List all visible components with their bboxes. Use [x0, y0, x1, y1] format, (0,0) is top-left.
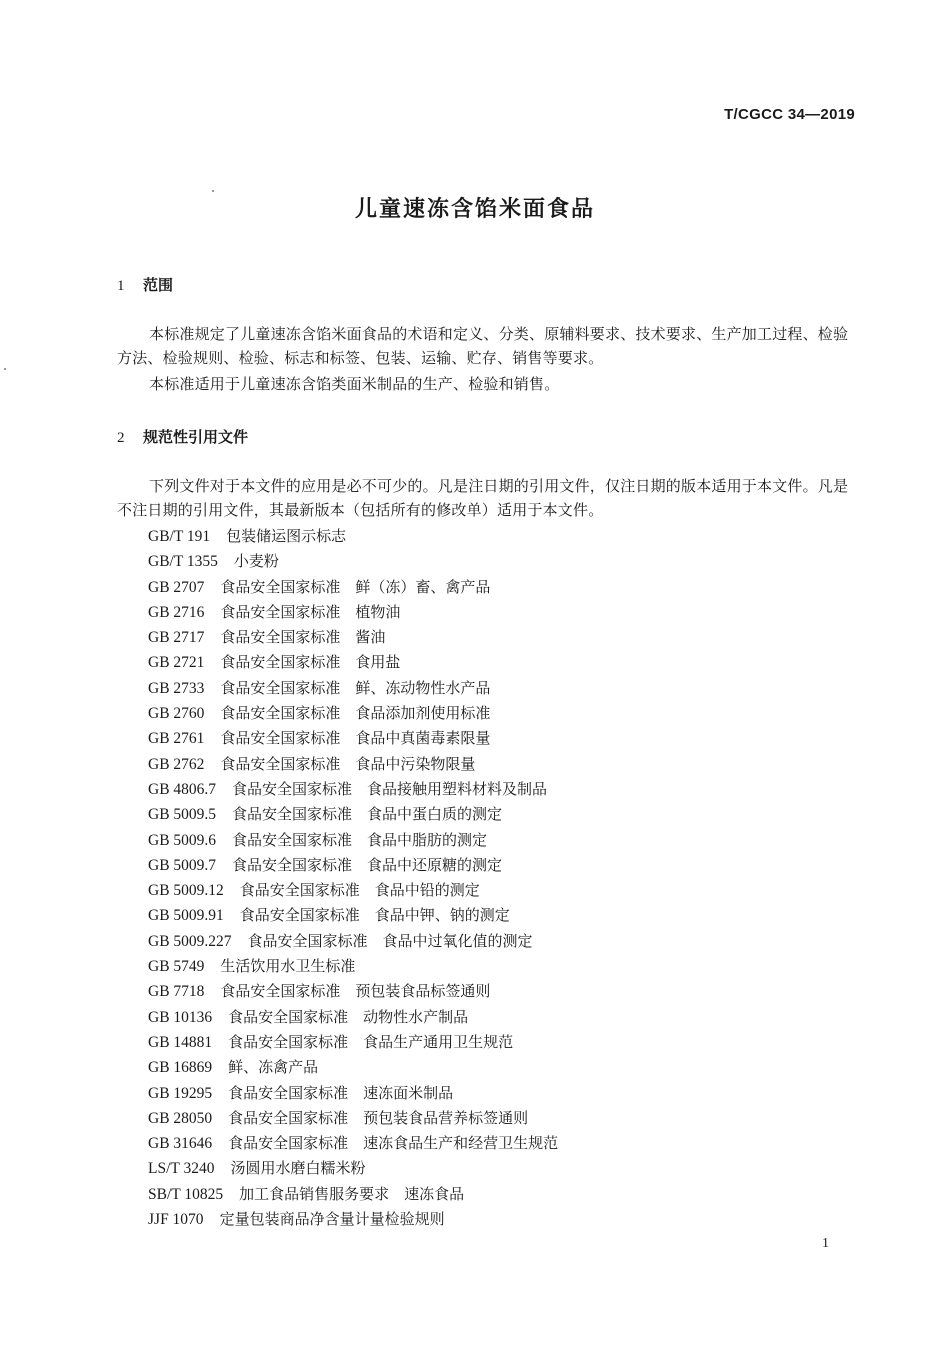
reference-item	[148, 701, 558, 726]
section-title: 规范性引用文件	[143, 428, 249, 446]
reference-item	[148, 676, 558, 701]
reference-title: 食品安全国家标准 食品中过氧化值的测定	[247, 931, 533, 950]
reference-title: 食品安全国家标准 食品中真菌毒素限量	[220, 729, 491, 748]
reference-code: GB 5749	[148, 958, 205, 976]
reference-title: 食品安全国家标准 鲜、冻动物性水产品	[220, 678, 491, 697]
standard-code: T/CGCC 34—2019	[724, 106, 855, 123]
reference-item	[148, 650, 558, 675]
reference-code: GB 5009.6	[148, 831, 217, 849]
reference-item	[148, 1106, 558, 1131]
reference-item	[148, 828, 558, 853]
reference-code: GB 2721	[148, 654, 205, 672]
reference-title: 食品安全国家标准 速冻食品生产和经营卫生规范	[228, 1134, 559, 1153]
reference-code: GB 2760	[148, 705, 205, 723]
reference-item	[148, 954, 558, 979]
reference-title: 食品安全国家标准 食品接触用塑料材料及制品	[232, 779, 548, 798]
reference-title: 包装储运图示标志	[226, 527, 347, 545]
reference-item	[148, 549, 558, 574]
reference-code: GB 5009.5	[148, 806, 217, 824]
reference-code: GB 5009.227	[148, 932, 232, 950]
reference-title: 食品安全国家标准 植物油	[220, 602, 401, 621]
reference-code: GB 5009.7	[148, 856, 217, 874]
reference-title: 食品安全国家标准 酱油	[220, 628, 386, 647]
reference-code: GB 19295	[148, 1084, 213, 1102]
reference-title: 食品安全国家标准 食品生产通用卫生规范	[228, 1032, 514, 1051]
reference-item	[148, 1131, 558, 1156]
reference-item	[148, 1156, 558, 1181]
reference-code: GB 2762	[148, 755, 205, 773]
references-intro-paragraph: 下列文件对于本文件的应用是必不可少的。凡是注日期的引用文件，仅注日期的版本适用于本文件。凡是不注日期的引用文件，其最新版本（包括所有的修改单）适用于本文件。	[117, 477, 849, 519]
reference-code: GB 31646	[148, 1135, 213, 1153]
reference-title: 食品安全国家标准 动物性水产制品	[228, 1007, 469, 1026]
reference-item	[148, 929, 558, 954]
reference-code: GB 4806.7	[148, 780, 217, 798]
reference-code: GB 14881	[148, 1033, 213, 1051]
reference-item	[148, 979, 558, 1004]
reference-code: GB 5009.91	[148, 907, 224, 925]
reference-title: 食品安全国家标准 食品添加剂使用标准	[220, 704, 491, 723]
reference-code: GB 2761	[148, 730, 205, 748]
reference-item	[148, 1030, 558, 1055]
reference-title: 食品安全国家标准 食品中铅的测定	[239, 881, 480, 900]
page-number: 1	[822, 1236, 829, 1251]
reference-item	[148, 1081, 558, 1106]
reference-title: 食品安全国家标准 食品中污染物限量	[220, 754, 476, 773]
reference-title: 食品安全国家标准 食用盐	[220, 653, 401, 672]
reference-item	[148, 1005, 558, 1030]
section-heading-references	[117, 426, 248, 447]
scope-applicability-paragraph: 本标准适用于儿童速冻含馅类面米制品的生产、检验和销售。	[149, 375, 560, 393]
reference-code: LS/T 3240	[148, 1160, 215, 1178]
reference-item	[148, 903, 558, 928]
reference-item	[148, 524, 558, 549]
scan-speck	[4, 368, 6, 370]
reference-title: 食品安全国家标准 食品中钾、钠的测定	[239, 906, 510, 925]
reference-title: 食品安全国家标准 鲜（冻）畜、禽产品	[220, 577, 491, 596]
section-heading-scope	[117, 274, 173, 295]
reference-code: GB/T 191	[148, 528, 211, 545]
reference-title: 鲜、冻禽产品	[228, 1058, 319, 1077]
reference-list	[148, 524, 558, 1232]
reference-item	[148, 1182, 558, 1207]
reference-title: 定量包装商品净含量计量检验规则	[219, 1210, 445, 1229]
reference-code: GB 28050	[148, 1109, 213, 1127]
reference-title: 加工食品销售服务要求 速冻食品	[239, 1184, 465, 1203]
reference-code: GB 5009.12	[148, 882, 224, 900]
reference-item	[148, 777, 558, 802]
reference-title: 汤圆用水磨白糯米粉	[230, 1159, 366, 1178]
reference-title: 生活饮用水卫生标准	[220, 957, 356, 976]
reference-code: GB 2707	[148, 578, 205, 596]
reference-item	[148, 575, 558, 600]
reference-item	[148, 853, 558, 878]
reference-title: 食品安全国家标准 食品中脂肪的测定	[232, 830, 488, 849]
reference-item	[148, 726, 558, 751]
reference-code: GB 16869	[148, 1059, 213, 1077]
reference-item	[148, 752, 558, 777]
reference-item	[148, 600, 558, 625]
reference-item	[148, 1055, 558, 1080]
reference-code: GB 2733	[148, 679, 205, 697]
section-number: 1	[117, 278, 125, 294]
reference-item	[148, 1207, 558, 1232]
reference-title: 食品安全国家标准 预包装食品营养标签通则	[228, 1108, 529, 1127]
reference-item	[148, 625, 558, 650]
reference-title: 小麦粉	[233, 552, 279, 571]
section-title: 范围	[143, 276, 174, 294]
reference-code: JJF 1070	[148, 1211, 204, 1229]
reference-code: SB/T 10825	[148, 1185, 224, 1203]
reference-code: GB 10136	[148, 1008, 213, 1026]
reference-title: 食品安全国家标准 预包装食品标签通则	[220, 982, 491, 1001]
scope-paragraph: 本标准规定了儿童速冻含馅米面食品的术语和定义、分类、原辅料要求、技术要求、生产加工过程、检验方法、检验规则、检验、标志和标签、包装、运输、贮存、销售等要求。	[117, 325, 849, 367]
reference-title: 食品安全国家标准 食品中还原糖的测定	[232, 855, 503, 874]
reference-code: GB 2716	[148, 603, 205, 621]
reference-title: 食品安全国家标准 食品中蛋白质的测定	[232, 805, 503, 824]
reference-code: GB/T 1355	[148, 553, 218, 571]
section-number: 2	[117, 430, 125, 446]
reference-item	[148, 878, 558, 903]
reference-title: 食品安全国家标准 速冻面米制品	[228, 1083, 454, 1102]
document-title: 儿童速冻含馅米面食品	[354, 197, 595, 222]
reference-code: GB 2717	[148, 629, 205, 647]
reference-item	[148, 802, 558, 827]
scan-speck	[212, 190, 214, 192]
reference-code: GB 7718	[148, 983, 205, 1001]
